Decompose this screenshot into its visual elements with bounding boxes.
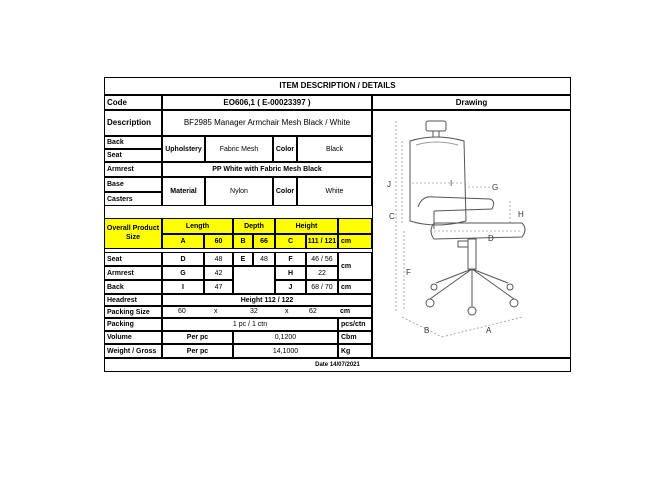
- dim-f-label: F: [406, 268, 411, 277]
- overall-size-label: Overall Product Size: [104, 218, 162, 249]
- caster-1: [426, 299, 434, 307]
- weight-unit: Kg: [338, 344, 372, 358]
- overall-unit: cm: [338, 234, 372, 249]
- part-armrest-label: Armrest: [104, 162, 162, 177]
- h-value: 22: [306, 266, 338, 280]
- e-value: 48: [253, 252, 275, 266]
- f-label: F: [275, 252, 306, 266]
- packing-unit: pcs/ctn: [338, 318, 372, 331]
- dim-b-label: B: [424, 326, 430, 335]
- code-value: EO606,1 ( E-00023397 ): [162, 95, 372, 110]
- code-label: Code: [104, 95, 162, 110]
- c-value: 111 / 121: [306, 234, 338, 249]
- material-label: Material: [162, 177, 205, 206]
- armrest-value: PP White with Fabric Mesh Black: [162, 162, 372, 177]
- i-label: I: [162, 280, 204, 294]
- date-row: Date 14/07/2021: [104, 358, 571, 372]
- packing-size-width: 32: [250, 308, 258, 315]
- caster-3: [468, 307, 476, 315]
- color-value-white: White: [297, 177, 372, 206]
- dim-g-label: G: [492, 183, 499, 192]
- upholstery-value: Fabric Mesh: [205, 136, 273, 162]
- b-label: B: [233, 234, 253, 249]
- dim-a-label: A: [486, 326, 492, 335]
- dim-c-label: C: [389, 212, 395, 221]
- weight-label: Weight / Gross: [104, 344, 162, 358]
- length-header: Length: [162, 218, 233, 234]
- part-base-label: Base: [104, 177, 162, 192]
- volume-per-pc: Per pc: [162, 331, 233, 344]
- packing-value: 1 pc / 1 ctn: [162, 318, 338, 331]
- packing-size-x1: x: [214, 308, 218, 315]
- headrest-value: Height 112 / 122: [162, 294, 372, 306]
- c-label: C: [275, 234, 306, 249]
- weight-value: 14,1000: [233, 344, 338, 358]
- dim-j-label: J: [387, 180, 391, 189]
- material-value: Nylon: [205, 177, 273, 206]
- caster-4: [431, 284, 437, 290]
- caster-2: [510, 299, 518, 307]
- dim-d-label: D: [488, 234, 494, 243]
- weight-per-pc: Per pc: [162, 344, 233, 358]
- g-label: G: [162, 266, 204, 280]
- g-value: 42: [204, 266, 233, 280]
- drawing-header: Drawing: [372, 95, 571, 110]
- d-label: D: [162, 252, 204, 266]
- packing-size-label: Packing Size: [104, 306, 162, 318]
- color-label: Color: [273, 136, 297, 162]
- seat-row-label: Seat: [104, 252, 162, 266]
- headrest-label: Headrest: [104, 294, 162, 306]
- f-value: 46 / 56: [306, 252, 338, 266]
- packing-size-height: 62: [309, 308, 317, 315]
- description-value: BF2985 Manager Armchair Mesh Black / White: [162, 110, 372, 136]
- upholstery-label: Upholstery: [162, 136, 205, 162]
- b-value: 66: [253, 234, 275, 249]
- packing-label: Packing: [104, 318, 162, 331]
- packing-size-x2: x: [285, 308, 289, 315]
- packing-size-unit: cm: [340, 308, 351, 315]
- chair-drawing: [372, 111, 571, 347]
- sheet-title: ITEM DESCRIPTION / DETAILS: [104, 77, 571, 95]
- i-value: 47: [204, 280, 233, 294]
- a-label: A: [162, 234, 204, 249]
- armrest-row-label: Armrest: [104, 266, 162, 280]
- e-label: E: [233, 252, 253, 266]
- gas-lift: [468, 239, 476, 269]
- j-value: 68 / 70: [306, 280, 338, 294]
- a-value: 60: [204, 234, 233, 249]
- dim-h-label: H: [518, 210, 524, 219]
- height-header: Height: [275, 218, 338, 234]
- armrest-shape: [418, 197, 494, 211]
- back-unit: cm: [338, 280, 372, 294]
- part-seat-label: Seat: [104, 149, 162, 162]
- j-label: J: [275, 280, 306, 294]
- color2-label: Color: [273, 177, 297, 206]
- h-label: H: [275, 266, 306, 280]
- backrest-shape: [410, 137, 466, 225]
- caster-5: [507, 284, 513, 290]
- headrest-shape: [426, 121, 446, 131]
- color-value-black: Black: [297, 136, 372, 162]
- part-back-label: Back: [104, 136, 162, 149]
- dim-i-label: I: [450, 179, 453, 188]
- volume-label: Volume: [104, 331, 162, 344]
- seat-armrest-unit: cm: [338, 252, 372, 280]
- packing-size-length: 60: [178, 308, 186, 315]
- description-label: Description: [104, 110, 162, 136]
- volume-unit: Cbm: [338, 331, 372, 344]
- depth-header: Depth: [233, 218, 275, 234]
- volume-value: 0,1200: [233, 331, 338, 344]
- part-casters-label: Casters: [104, 192, 162, 206]
- back-row-label: Back: [104, 280, 162, 294]
- d-value: 48: [204, 252, 233, 266]
